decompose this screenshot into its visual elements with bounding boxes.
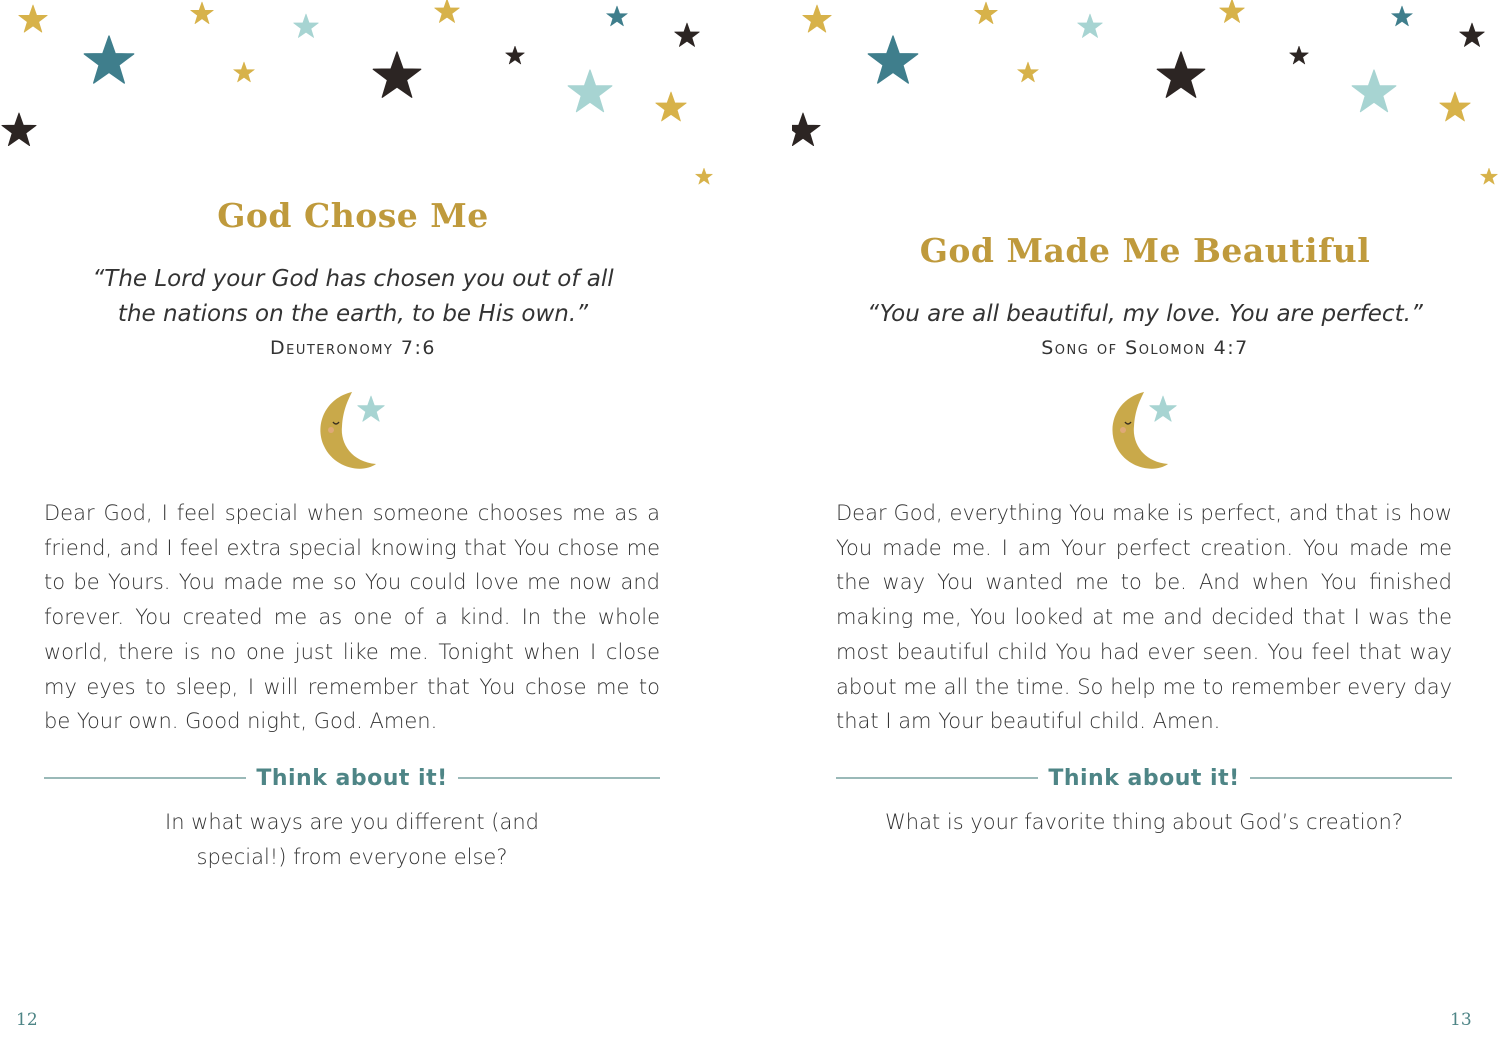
page-number: 12 xyxy=(16,1010,38,1030)
prayer-text: Dear God, everything You make is perfect, and that is how You made me. I am Your perfect creation. You made me the way You wanted me to be. And when You finished making me, You looked at me and decided that I was the most beautiful child You had ever seen. You feel that way about me all the time. So help me to remember every day that I am Your beautiful child. Amen. xyxy=(836,501,1452,734)
divider-rule xyxy=(836,777,1038,779)
scripture-reference: Deuteronomy 7:6 xyxy=(269,337,436,359)
star-icon xyxy=(294,14,319,38)
star-icon xyxy=(1352,70,1396,112)
star-border xyxy=(792,0,1500,200)
page-title: God Chose Me xyxy=(217,196,489,235)
star-icon xyxy=(1440,92,1470,121)
star-icon xyxy=(792,113,820,146)
star-icon xyxy=(1480,168,1497,184)
star-icon xyxy=(656,92,686,121)
verse-line: “The Lord your God has chosen you out of all xyxy=(92,266,614,292)
star-icon xyxy=(975,2,998,24)
question-line: What is your favorite thing about God’s creation? xyxy=(885,810,1403,834)
star-icon xyxy=(568,70,612,112)
divider-rule xyxy=(44,777,246,779)
star-icon xyxy=(1018,62,1039,82)
star-icon xyxy=(1392,6,1413,26)
question-line: special!) from everyone else? xyxy=(196,845,508,869)
moon-icon xyxy=(1104,388,1194,478)
star-icon xyxy=(234,62,255,82)
star-icon xyxy=(84,36,133,83)
think-about-it-label: Think about it! xyxy=(1048,765,1240,791)
think-about-it-divider xyxy=(44,763,660,793)
verse-line: “You are all beautiful, my love. You are perfect.” xyxy=(867,301,1423,327)
star-icon xyxy=(695,168,712,184)
think-about-it-label: Think about it! xyxy=(256,765,448,791)
star-icon xyxy=(1150,396,1177,421)
star-icon xyxy=(1220,0,1245,23)
star-icon xyxy=(373,52,421,97)
page-title: God Made Me Beautiful xyxy=(919,231,1371,270)
star-border xyxy=(0,0,750,200)
reflection-question xyxy=(44,805,660,875)
moon-icon xyxy=(312,388,402,478)
star-icon xyxy=(803,5,832,32)
star-icon xyxy=(435,0,460,23)
star-icon xyxy=(506,46,525,64)
question-line: In what ways are you different (and xyxy=(165,810,539,834)
right-page xyxy=(792,0,1500,1038)
prayer-text: Dear God, I feel special when someone chooses me as a friend, and I feel extra special knowing that You chose me to be Yours. You made me so You could love me now and forever. You created me as one of a kind. In the whole world, there is no one just like me. Tonight when I close my eyes to sleep, I will remember that You chose me to be Your own. Good night, God. Amen. xyxy=(44,501,660,734)
think-about-it-divider xyxy=(836,763,1452,793)
divider-rule xyxy=(1250,777,1452,779)
star-icon xyxy=(1157,52,1205,97)
star-icon xyxy=(19,5,48,32)
star-icon xyxy=(607,6,628,26)
star-icon xyxy=(191,2,214,24)
divider-rule xyxy=(458,777,660,779)
star-icon xyxy=(358,396,385,421)
star-icon xyxy=(1460,23,1485,47)
star-icon xyxy=(1290,46,1309,64)
verse-line: the nations on the earth, to be His own.” xyxy=(117,301,589,327)
reflection-question xyxy=(836,805,1452,840)
scripture-reference: Song of Solomon 4:7 xyxy=(1041,337,1249,359)
star-icon xyxy=(2,113,36,146)
page-number: 13 xyxy=(1450,1010,1472,1030)
star-icon xyxy=(1078,14,1103,38)
star-icon xyxy=(868,36,917,83)
star-icon xyxy=(675,23,700,47)
scripture-verse xyxy=(832,297,1458,332)
scripture-verse xyxy=(40,262,666,332)
